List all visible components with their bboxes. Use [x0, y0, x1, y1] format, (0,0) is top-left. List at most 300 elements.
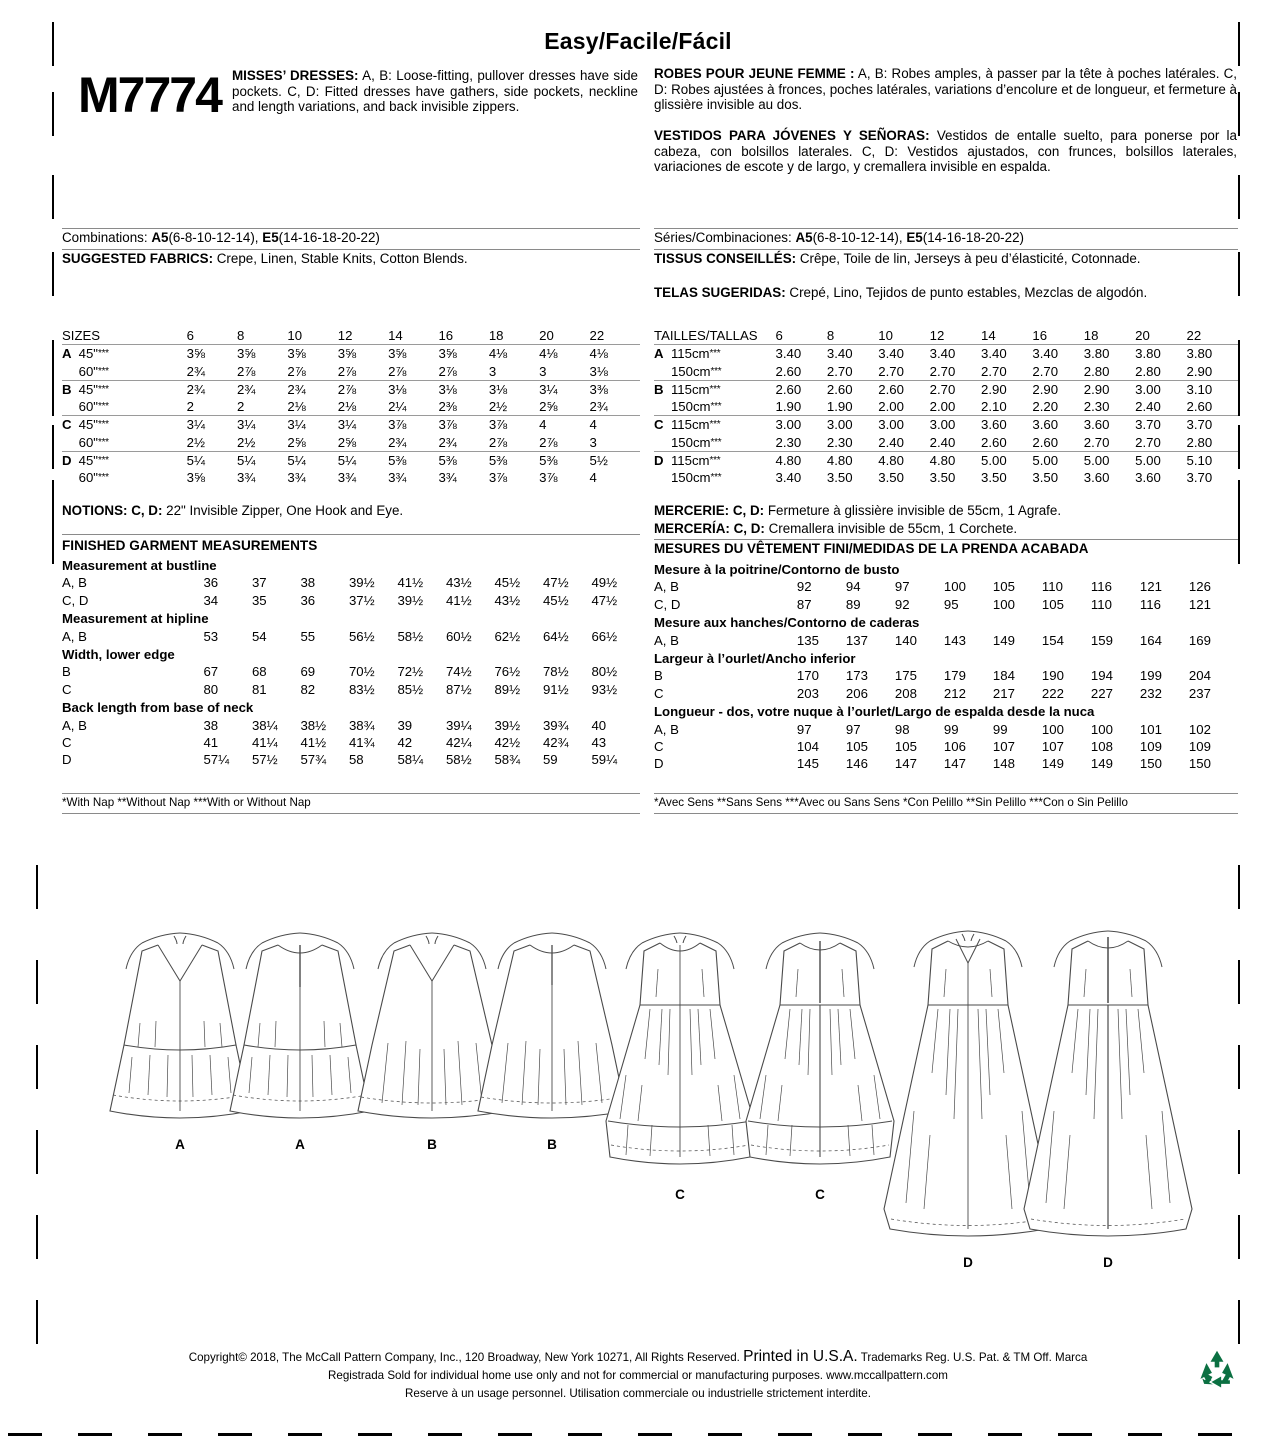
table-row	[654, 363, 1238, 381]
size-header: 8	[237, 327, 287, 345]
cut-mark	[52, 175, 54, 219]
measurement-value: 109	[1188, 739, 1211, 755]
yardage-value: 3.50	[826, 470, 853, 486]
measurement-value: 53	[203, 628, 219, 644]
measurement-value: 143	[943, 632, 966, 648]
description-english	[232, 68, 638, 115]
table-row	[62, 452, 640, 470]
measurement-value: 64½	[542, 628, 569, 644]
notions-es	[654, 521, 1017, 537]
measurement-value: 237	[1188, 685, 1211, 701]
fabric-width: 45"***	[78, 346, 109, 362]
view-label: C	[654, 739, 664, 755]
measurement-value: 37	[251, 575, 267, 591]
fabric-width: 150cm***	[670, 399, 722, 415]
table-row	[654, 578, 1238, 595]
table-row	[654, 380, 1238, 398]
yardage-value: 5¼	[187, 452, 237, 470]
cut-mark	[52, 372, 54, 416]
notions-label: NOTIONS:	[62, 503, 128, 518]
measurement-value: 222	[1041, 685, 1064, 701]
notions-views: C, D:	[127, 503, 163, 518]
yardage-value: 3¼	[237, 416, 287, 434]
size-header: 12	[930, 327, 981, 345]
yardage-value: 2.60	[981, 434, 1007, 450]
yardage-value: 3¼	[287, 416, 337, 434]
view-label: C, D	[62, 592, 89, 608]
measurement-value: 59¼	[591, 752, 618, 768]
yardage-value: 2.80	[1135, 363, 1161, 379]
table-row	[62, 734, 640, 751]
view-letter	[62, 398, 79, 416]
cut-mark	[1238, 865, 1240, 909]
measurement-value: 227	[1090, 685, 1113, 701]
yardage-value: 2.70	[1032, 363, 1059, 379]
yardage-value: 2⅝	[539, 399, 558, 415]
cut-mark	[218, 1433, 252, 1436]
suggested-fabrics-label-fr: TISSUS CONSEILLÉS:	[654, 251, 797, 266]
measurement-value: 42¼	[445, 735, 472, 751]
yardage-value: 3.70	[1186, 470, 1213, 486]
cut-mark	[148, 1433, 182, 1436]
yardage-value: 3.50	[981, 470, 1007, 486]
cut-mark	[52, 92, 54, 136]
measurement-value: 150	[1188, 756, 1211, 772]
measurement-section-title: Mesure à la poitrine/Contorno de busto	[654, 562, 900, 577]
view-letter	[62, 363, 79, 381]
measurement-value: 140	[894, 632, 917, 648]
measurement-value: 42¾	[542, 735, 569, 751]
measurement-value: 190	[1041, 668, 1064, 684]
fabric-width: 60"***	[78, 363, 109, 379]
footer-line-2: Registrada Sold for individual home use only and not for commercial or manufacturing purposes. www.mccallpattern.com	[328, 1369, 948, 1382]
yardage-value: 2.70	[929, 363, 956, 379]
measurement-value: 41¼	[251, 735, 278, 751]
combination-a5-fr: A5	[795, 230, 813, 245]
yardage-value: 3.40	[929, 346, 956, 362]
measurement-value: 97	[894, 579, 910, 595]
yardage-value: 3¾	[438, 470, 457, 486]
measurement-value: 42	[397, 735, 413, 751]
measurement-value: 116	[1139, 596, 1161, 612]
measurement-value: 99	[992, 721, 1008, 737]
notions-views-fr: C, D:	[729, 503, 765, 518]
measurement-value: 67	[203, 664, 219, 680]
yardage-value: 4⅛	[539, 346, 558, 362]
yardage-value: 2.70	[826, 363, 853, 379]
measurement-value: 41¾	[348, 735, 375, 751]
table-row	[62, 681, 640, 698]
fabric-width: 115cm***	[670, 346, 721, 362]
measurement-value: 100	[1041, 721, 1064, 737]
measurement-value: 105	[894, 739, 917, 755]
yardage-value: 2⅛	[337, 399, 357, 415]
fabric-width: 60"***	[78, 399, 109, 415]
nap-footnote-fr-es: *Avec Sens **Sans Sens ***Avec ou Sans Sens *Con Pelillo **Sin Pelillo ***Con o Sin Pelillo	[654, 796, 1128, 809]
yardage-value: 2.40	[878, 434, 904, 450]
size-header: 14	[981, 327, 1032, 345]
figure-label: B	[547, 1137, 557, 1152]
footer	[0, 1348, 1276, 1403]
measurement-value: 38	[203, 717, 219, 733]
measurement-value: 43½	[445, 575, 472, 591]
yardage-value: 3.60	[1135, 470, 1161, 486]
yardage-value: 3⅞	[388, 416, 438, 434]
cut-mark	[8, 1433, 42, 1436]
yardage-value: 2.80	[1083, 363, 1110, 379]
yardage-value: 3.60	[981, 416, 1032, 434]
measurement-value: 83½	[348, 681, 375, 697]
yardage-value: 2	[237, 399, 245, 415]
measurement-value: 41	[203, 735, 219, 751]
suggested-fabrics-value-es: Crepé, Lino, Tejidos de punto estables, Mezclas de algodón.	[785, 285, 1148, 300]
table-row	[654, 416, 1238, 434]
measurement-value: 232	[1139, 685, 1162, 701]
cut-mark	[1238, 372, 1240, 416]
cut-mark	[1238, 1300, 1240, 1344]
yardage-value: 2¾	[388, 434, 407, 450]
cut-mark	[568, 1433, 602, 1436]
size-header: 12	[338, 327, 388, 345]
yardage-value: 4.80	[878, 452, 929, 470]
yardage-value: 2¼	[388, 399, 407, 415]
measurement-value: 150	[1139, 756, 1162, 772]
view-label: A, B	[654, 579, 679, 595]
combination-e5: E5	[262, 230, 279, 245]
yardage-value: 3⅛	[489, 380, 539, 398]
yardage-value: 3.40	[775, 346, 802, 362]
measurement-value: 110	[1041, 579, 1063, 595]
measurement-section-title: Back length from base of neck	[62, 700, 254, 716]
measurement-value: 58¼	[397, 752, 424, 768]
yardage-value: 2¾	[187, 380, 237, 398]
combination-a5-sizes-fr: (6-8-10-12-14),	[812, 230, 903, 245]
combinations-en	[62, 230, 380, 246]
fabric-width: 150cm***	[670, 434, 722, 450]
cut-mark	[1238, 175, 1240, 219]
yardage-value: 3¾	[388, 470, 407, 486]
table-row	[654, 685, 1238, 702]
view-letter	[62, 469, 79, 486]
notions-value-fr: Fermeture à glissière invisible de 55cm, 1 Agrafe.	[764, 503, 1062, 518]
figure-label: D	[963, 1255, 973, 1270]
measurement-value: 55	[300, 628, 316, 644]
measurement-value: 39¼	[445, 717, 472, 733]
view-letter: A	[654, 346, 664, 362]
table-row	[62, 628, 640, 645]
view-letter	[654, 398, 671, 416]
yardage-value: 5⅜	[539, 452, 589, 470]
measurement-value: 148	[992, 756, 1015, 772]
measurement-value: 36	[300, 592, 316, 608]
table-row	[654, 667, 1238, 684]
sizes-label: TAILLES/TALLAS	[654, 327, 776, 345]
yardage-value: 3¼	[338, 416, 388, 434]
yardage-value: 2.60	[776, 380, 827, 398]
pattern-number: M7774	[78, 67, 221, 123]
yardage-value: 3⅞	[438, 416, 488, 434]
yardage-value: 5¼	[237, 452, 287, 470]
yardage-value: 3⅝	[237, 346, 256, 362]
finished-measurements-heading-metric: MESURES DU VÊTEMENT FINI/MEDIDAS DE LA PRENDA ACABADA	[654, 541, 1089, 556]
measurement-value: 107	[1041, 739, 1064, 755]
table-row	[62, 717, 640, 734]
measurement-value: 45½	[542, 592, 569, 608]
yardage-value: 2.30	[826, 434, 853, 450]
yardage-value: 2⅞	[237, 363, 256, 379]
view-letter	[654, 363, 671, 381]
table-row	[654, 596, 1238, 613]
table-row	[654, 721, 1238, 738]
yardage-value: 3	[488, 363, 497, 379]
cut-mark	[848, 1433, 882, 1436]
measurement-value: 81	[251, 681, 267, 697]
measurement-value: 126	[1188, 579, 1211, 595]
measurement-value: 147	[943, 756, 966, 772]
measurement-section-title: Largeur à l’ourlet/Ancho inferior	[654, 651, 856, 667]
yardage-value: 2.80	[1186, 434, 1213, 450]
yardage-value: 3⅞	[488, 470, 508, 486]
yardage-value: 2.00	[878, 399, 904, 415]
yardage-value: 2.00	[929, 399, 956, 415]
combination-e5-sizes-fr: (14-16-18-20-22)	[922, 230, 1024, 245]
measurement-value: 212	[943, 685, 966, 701]
notions-label-es: MERCERÍA:	[654, 521, 730, 536]
measurement-value: 105	[992, 579, 1015, 595]
measurement-value: 43½	[494, 592, 521, 608]
view-letter	[654, 469, 671, 486]
view-label: A, B	[62, 717, 87, 733]
table-row	[654, 398, 1238, 416]
combination-a5-sizes: (6-8-10-12-14),	[168, 230, 259, 245]
footer-line-3: Reserve à un usage personnel. Utilisation commerciale ou industrielle strictement interdite.	[405, 1387, 871, 1400]
measurement-value: 154	[1041, 632, 1064, 648]
measurement-value: 39¾	[542, 717, 569, 733]
yardage-value: 2.30	[1083, 399, 1110, 415]
measurement-section-title: Width, lower edge	[62, 647, 175, 663]
measurement-value: 38¼	[251, 717, 278, 733]
table-row	[654, 452, 1238, 470]
combination-e5-fr: E5	[906, 230, 923, 245]
cut-mark	[36, 1130, 38, 1174]
nap-footnote-en: *With Nap **Without Nap ***With or Without Nap	[62, 796, 311, 809]
measurement-value: 58¾	[494, 752, 521, 768]
view-label: C	[654, 685, 664, 701]
yardage-value: 5.00	[1032, 452, 1083, 470]
yardage-value: 2.90	[1186, 363, 1213, 379]
yardage-value: 3⅝	[186, 346, 205, 362]
view-label: C	[62, 735, 72, 751]
yardage-value: 3.00	[1135, 380, 1186, 398]
measurement-value: 149	[1090, 756, 1113, 772]
cut-mark	[988, 1433, 1022, 1436]
table-row	[654, 755, 1238, 772]
measurement-value: 74½	[445, 664, 472, 680]
yardage-value: 3⅝	[438, 346, 457, 362]
measurement-value: 58½	[445, 752, 472, 768]
measurement-value: 39	[397, 717, 413, 733]
yardage-value: 5⅜	[388, 452, 438, 470]
measurement-value: 34	[203, 592, 219, 608]
measurement-value: 72½	[397, 664, 424, 680]
view-label: D	[654, 756, 664, 772]
suggested-fabrics-label: SUGGESTED FABRICS:	[62, 251, 214, 266]
yardage-value: 2½	[186, 434, 205, 450]
measurement-value: 179	[943, 668, 966, 684]
measurement-value: 208	[894, 685, 917, 701]
view-label: C, D	[654, 596, 681, 612]
measurement-value: 57¾	[300, 752, 327, 768]
finished-measurements-metric	[654, 560, 1238, 773]
recycle-icon	[1194, 1348, 1240, 1399]
yardage-value: 2⅝	[287, 434, 306, 450]
notions-en	[62, 503, 403, 519]
measurement-value: 58½	[397, 628, 424, 644]
yardage-value: 2	[186, 399, 194, 415]
measurement-value: 116	[1090, 579, 1112, 595]
measurement-value: 169	[1188, 632, 1211, 648]
yardage-value: 2.70	[930, 380, 981, 398]
measurement-value: 159	[1090, 632, 1113, 648]
table-row	[654, 632, 1238, 649]
yardage-value: 3.40	[878, 346, 904, 362]
view-letter	[654, 434, 671, 452]
view-letter: B	[62, 380, 79, 398]
yardage-value: 5.10	[1187, 452, 1238, 470]
measurement-value: 38½	[300, 717, 327, 733]
measurement-value: 82	[300, 681, 316, 697]
cut-mark	[36, 1300, 38, 1344]
measurement-value: 101	[1139, 721, 1162, 737]
view-label: A, B	[62, 575, 87, 591]
figure-d-back	[1008, 923, 1208, 1270]
yardage-value: 3⅜	[590, 380, 640, 398]
table-row	[654, 434, 1238, 452]
suggested-fabrics-es	[654, 285, 1238, 301]
size-header: 6	[187, 327, 237, 345]
garment-illustrations	[60, 905, 1240, 1285]
yardage-value: 2¾	[589, 399, 608, 415]
measurement-value: 206	[845, 685, 868, 701]
measurement-value: 87	[796, 596, 812, 612]
yardage-value: 5¼	[338, 452, 388, 470]
measurement-value: 93½	[591, 681, 618, 697]
cut-mark	[498, 1433, 532, 1436]
yardage-value: 3⅞	[539, 470, 558, 486]
measurement-value: 47½	[542, 575, 569, 591]
suggested-fabrics-fr	[654, 251, 1238, 267]
measurement-value: 97	[845, 721, 861, 737]
yardage-value: 3	[589, 434, 597, 450]
yardage-value: 3.00	[930, 416, 981, 434]
measurement-value: 137	[845, 632, 868, 648]
yardage-value: 3¾	[287, 470, 306, 486]
yardage-value: 4⅛	[589, 346, 608, 362]
view-letter: D	[654, 452, 671, 470]
measurement-value: 110	[1090, 596, 1112, 612]
view-label: B	[62, 664, 71, 680]
table-row	[654, 327, 1238, 345]
measurement-value: 105	[1041, 596, 1064, 612]
measurement-value: 45½	[494, 575, 521, 591]
yardage-value: 2⅞	[388, 363, 407, 379]
table-row	[62, 434, 640, 452]
yardage-value: 3¼	[187, 416, 237, 434]
suggested-fabrics-value: Crepe, Linen, Stable Knits, Cotton Blends.	[213, 251, 468, 266]
yardage-value: 3⅞	[489, 416, 539, 434]
yardage-value: 2.70	[1135, 434, 1161, 450]
figure-label: D	[1103, 1255, 1113, 1270]
yardage-value: 2.10	[981, 399, 1007, 415]
measurement-value: 99	[943, 721, 959, 737]
measurement-section-title: Mesure aux hanches/Contorno de caderas	[654, 615, 920, 631]
measurement-value: 40	[591, 717, 607, 733]
measurement-value: 62½	[494, 628, 521, 644]
measurement-value: 104	[796, 739, 819, 755]
measurement-section-title: Longueur - dos, votre nuque à l’ourlet/Largo de espalda desde la nuca	[654, 704, 1095, 720]
measurement-value: 164	[1139, 632, 1162, 648]
yardage-value: 2.60	[827, 380, 878, 398]
yardage-value: 4.80	[776, 452, 827, 470]
yardage-value: 2⅞	[337, 363, 357, 379]
cut-mark	[52, 252, 54, 296]
measurement-value: 184	[992, 668, 1015, 684]
yardage-value: 3.40	[1032, 346, 1059, 362]
cut-mark	[428, 1433, 462, 1436]
yardage-value: 2.90	[1084, 380, 1135, 398]
measurement-value: 135	[796, 632, 819, 648]
description-french-text: A, B: Robes amples, à passer par la tête à poches latérales. C, D: Robes ajustées à fronces, poches latérales, variations d’encolure et de longueur, et fermeture à glissière invisible au dos.	[654, 66, 1237, 113]
cut-mark	[1238, 520, 1240, 564]
yardage-value: 2.40	[929, 434, 956, 450]
notions-fr	[654, 503, 1061, 519]
yardage-table-metric	[654, 327, 1238, 487]
measurement-value: 60½	[445, 628, 472, 644]
view-letter: A	[62, 346, 72, 362]
yardage-value: 2.60	[878, 380, 929, 398]
measurement-value: 43	[591, 735, 607, 751]
view-letter: C	[654, 416, 671, 434]
copyright-text: Copyright© 2018, The McCall Pattern Company, Inc., 120 Broadway, New York 10271, All Rights Reserved.	[188, 1351, 740, 1364]
measurement-value: 39½	[494, 717, 521, 733]
trademark-text: Trademarks Reg. U.S. Pat. & TM Off. Marca	[860, 1351, 1088, 1364]
yardage-value: 3.80	[1083, 346, 1110, 362]
description-french-title: ROBES POUR JEUNE FEMME :	[654, 66, 855, 81]
yardage-value: 3.60	[1083, 470, 1110, 486]
measurement-value: 92	[796, 579, 812, 595]
cut-mark	[36, 865, 38, 909]
cut-mark	[288, 1433, 322, 1436]
measurement-value: 109	[1139, 739, 1162, 755]
cut-mark	[358, 1433, 392, 1436]
cut-mark	[638, 1433, 672, 1436]
measurement-value: 68	[251, 664, 267, 680]
yardage-value: 3.80	[1135, 346, 1161, 362]
page-title: Easy/Facile/Fácil	[544, 28, 732, 54]
figure-label: A	[295, 1137, 305, 1152]
measurement-value: 39½	[397, 592, 424, 608]
yardage-value: 5⅜	[438, 452, 488, 470]
description-spanish-title: VESTIDOS PARA JÓVENES Y SEÑORAS:	[654, 128, 930, 143]
measurement-value: 91½	[542, 681, 569, 697]
yardage-value: 3⅛	[388, 380, 438, 398]
measurement-value: 217	[992, 685, 1015, 701]
cut-mark	[36, 960, 38, 1004]
cut-mark	[918, 1433, 952, 1436]
yardage-value: 3.40	[775, 470, 802, 486]
notions-value-es: Cremallera invisible de 55cm, 1 Corchete.	[764, 521, 1018, 536]
yardage-value: 2.40	[1135, 399, 1161, 415]
